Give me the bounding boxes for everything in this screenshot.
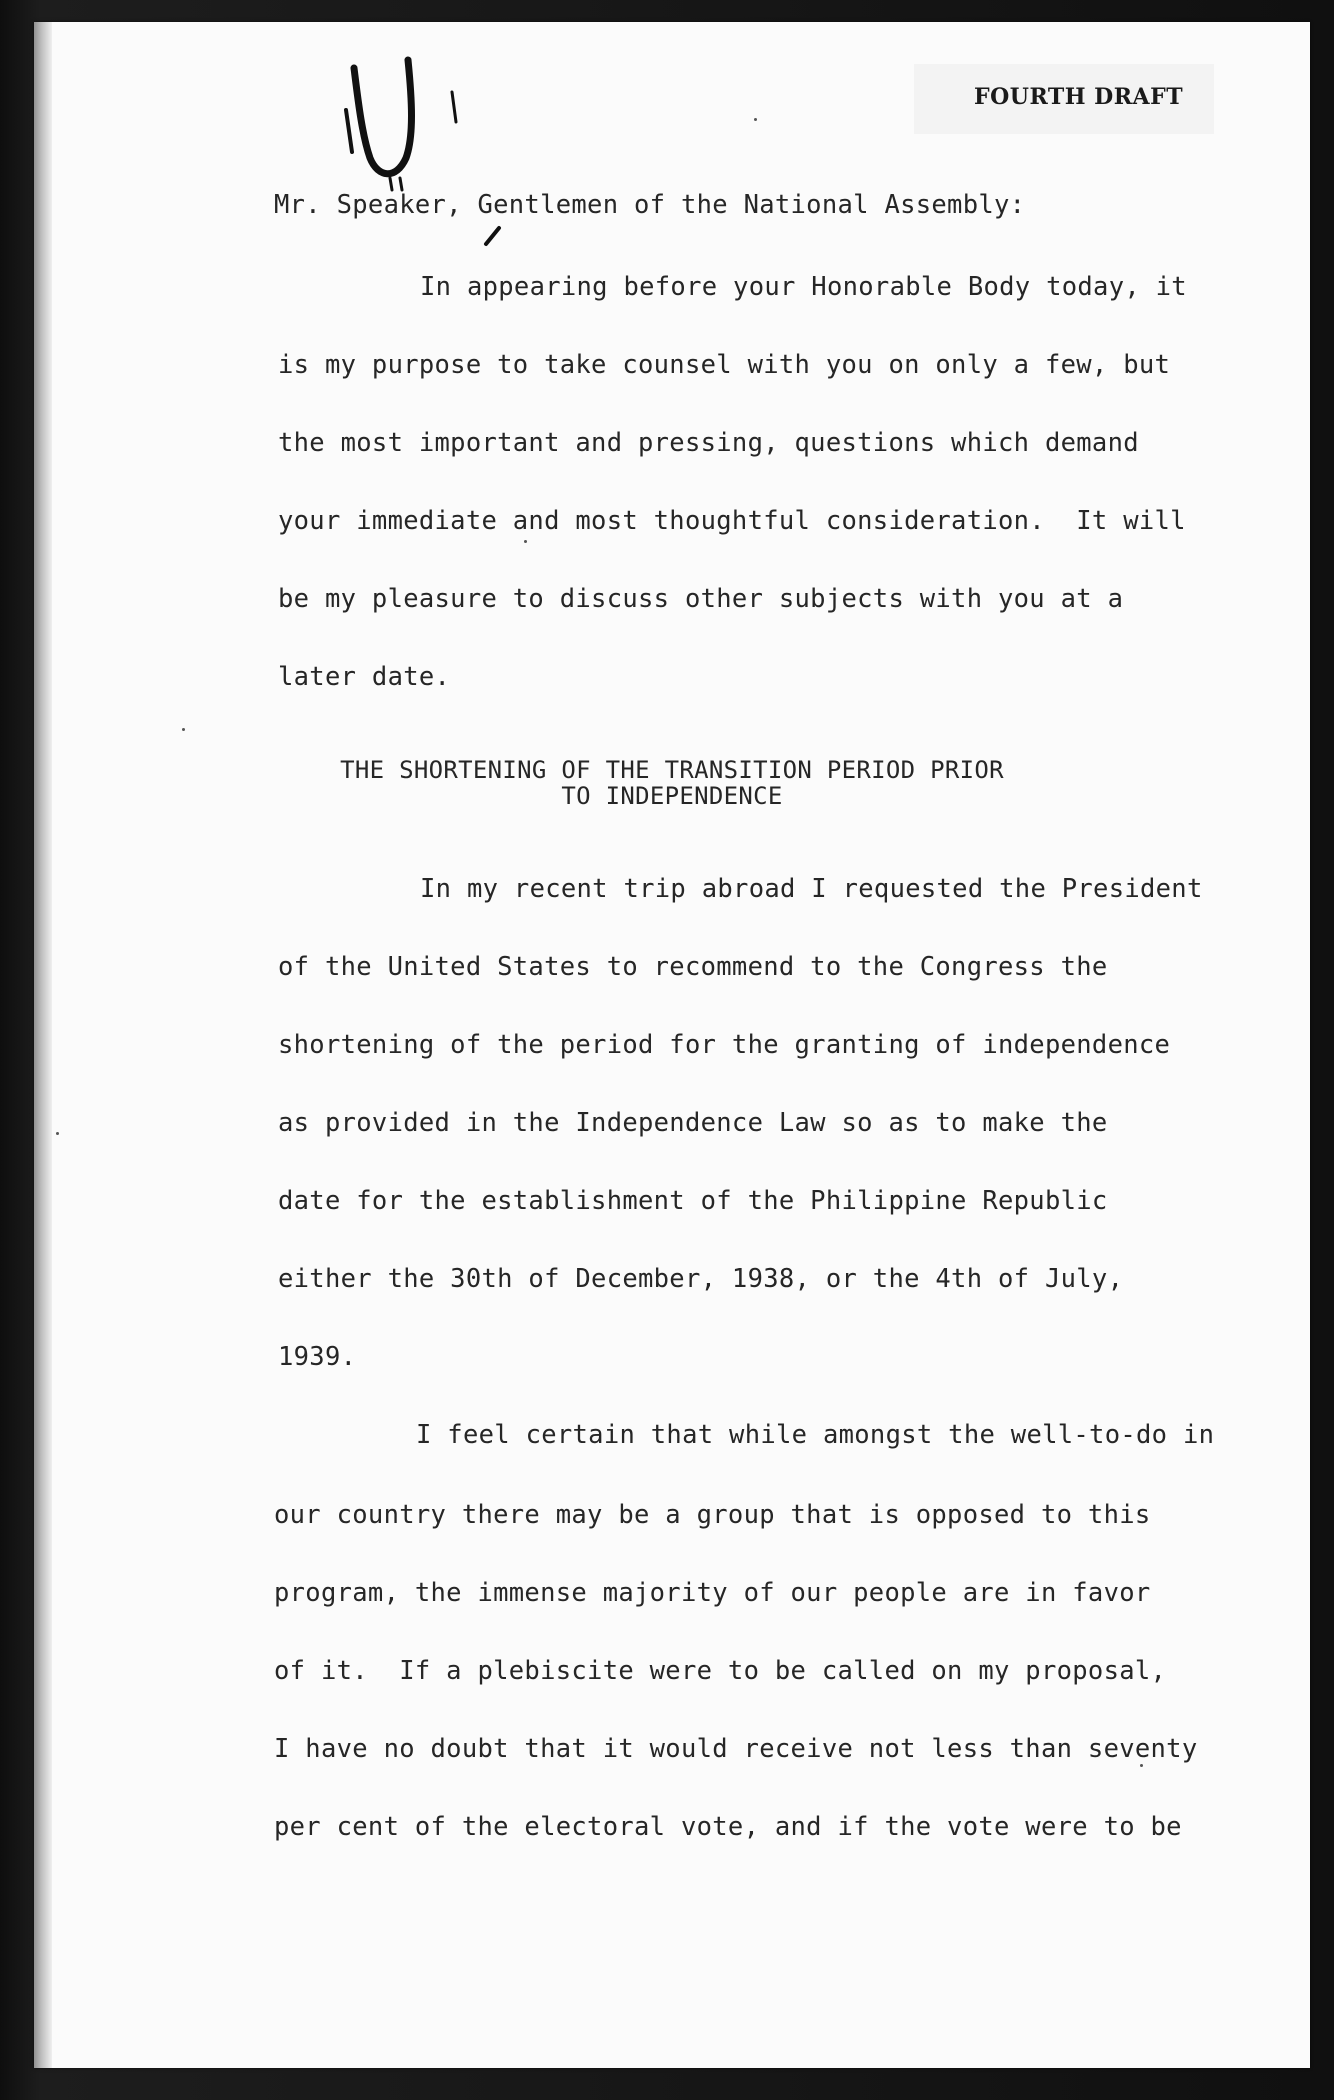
closing-line: of it. If a plebiscite were to be called on my proposal, xyxy=(274,1656,1167,1686)
section-heading-line-2: TO INDEPENDENCE xyxy=(561,782,783,810)
draft-label: FOURTH DRAFT xyxy=(974,84,1184,110)
closing-line: per cent of the electoral vote, and if the vote were to be xyxy=(274,1812,1182,1842)
intro-line: In appearing before your Honorable Body today, it xyxy=(420,272,1187,302)
section-line: either the 30th of December, 1938, or the 4th of July, xyxy=(278,1264,1124,1294)
closing-line: program, the immense majority of our people are in favor xyxy=(274,1578,1151,1608)
section-line: In my recent trip abroad I requested the President xyxy=(420,874,1203,904)
ink-speck xyxy=(1140,1764,1143,1767)
section-line: as provided in the Independence Law so as to make the xyxy=(278,1108,1108,1138)
section-line: date for the establishment of the Philippine Republic xyxy=(278,1186,1108,1216)
document-sheet xyxy=(34,22,1310,2068)
ink-speck xyxy=(182,728,185,731)
ink-speck xyxy=(524,540,527,543)
section-line: shortening of the period for the granting of independence xyxy=(278,1030,1171,1060)
closing-line: I have no doubt that it would receive not less than seventy xyxy=(274,1734,1198,1764)
ink-speck xyxy=(754,118,757,121)
intro-line: your immediate and most thoughtful consideration. It will xyxy=(278,506,1186,536)
intro-line: the most important and pressing, questions which demand xyxy=(278,428,1139,458)
intro-line: be my pleasure to discuss other subjects with you at a xyxy=(278,584,1124,614)
salutation: Mr. Speaker, Gentlemen of the National Assembly: xyxy=(274,190,1026,220)
closing-line: our country there may be a group that is opposed to this xyxy=(274,1500,1151,1530)
section-line: of the United States to recommend to the Congress the xyxy=(278,952,1108,982)
section-line: 1939. xyxy=(278,1342,357,1372)
closing-line: I feel certain that while amongst the well-to-do in xyxy=(416,1420,1215,1450)
page-edge-shadow xyxy=(34,22,52,2068)
section-heading-line-1: THE SHORTENING OF THE TRANSITION PERIOD PRIOR xyxy=(340,756,1004,784)
intro-line: is my purpose to take counsel with you on only a few, but xyxy=(278,350,1171,380)
intro-line: later date. xyxy=(278,662,451,692)
ink-speck xyxy=(56,1132,59,1135)
